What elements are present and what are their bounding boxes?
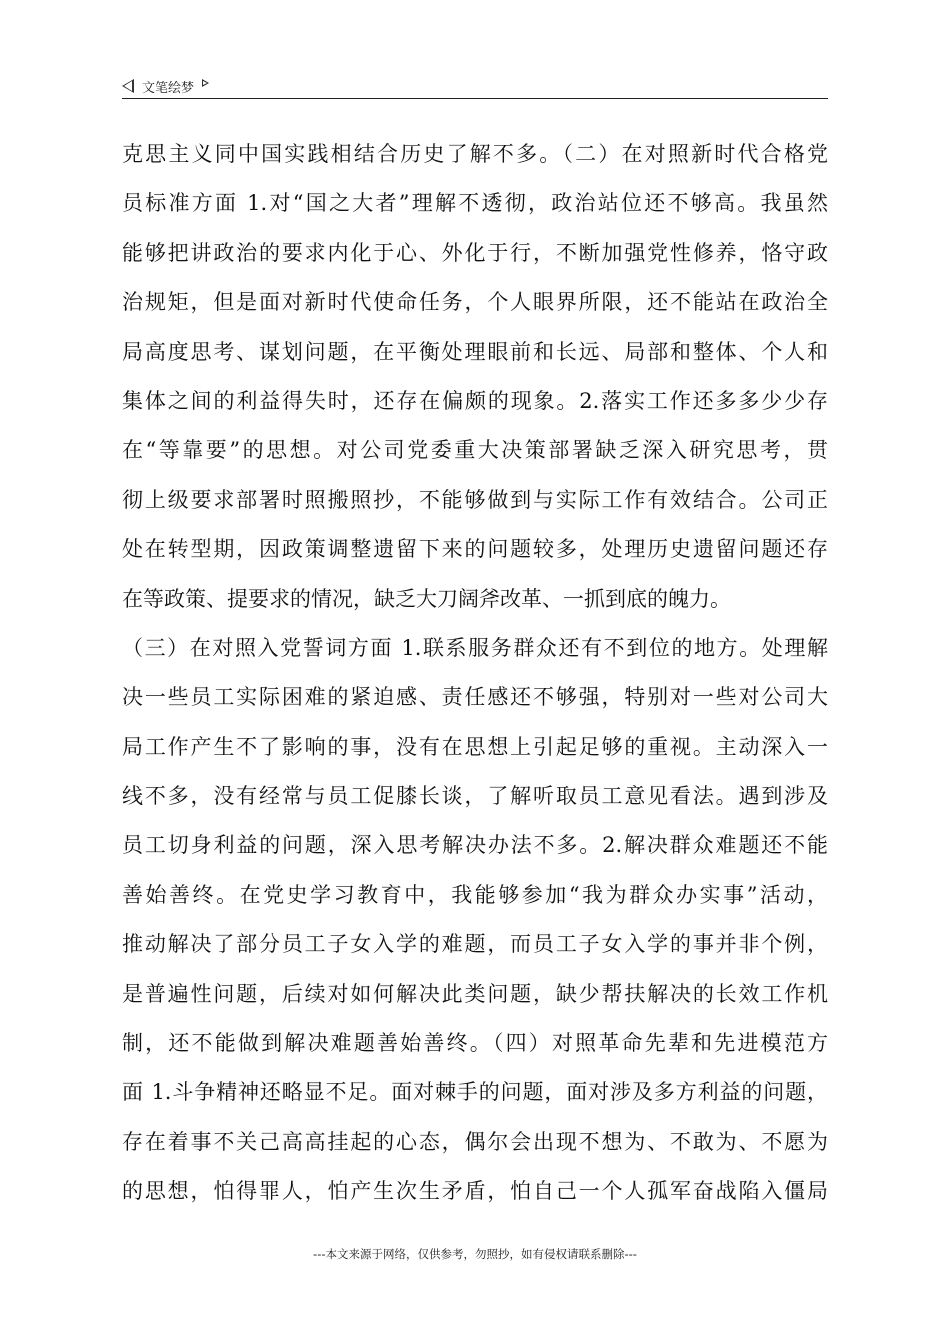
text-line: 克思主义同中国实践相结合历史了解不多。（二）在对照新时代合格党 <box>122 142 828 166</box>
text-line: 处在转型期，因政策调整遗留下来的问题较多，处理历史遗留问题还存 <box>122 537 828 562</box>
text-line: 员工切身利益的问题，深入思考解决办法不多。2.解决群众难题还不能 <box>122 833 828 858</box>
footer-disclaimer: ---本文来源于网络，仅供参考，勿照抄，如有侵权请联系删除--- <box>313 1247 637 1261</box>
text-line: 局高度思考、谋划问题，在平衡处理眼前和长远、局部和整体、个人和 <box>122 339 828 364</box>
page-header <box>122 74 828 99</box>
text-line: 治规矩，但是面对新时代使命任务，个人眼界所限，还不能站在政治全 <box>122 290 828 315</box>
text-line: 彻上级要求部署时照搬照抄，不能够做到与实际工作有效结合。公司正 <box>122 487 828 512</box>
text-line: 善始善终。在党史学习教育中，我能够参加“我为群众办实事”活动， <box>122 882 828 907</box>
header-title: 文笔绘梦 <box>142 80 195 96</box>
triangle-left-icon <box>122 79 134 93</box>
text-line: 能够把讲政治的要求内化于心、外化于行，不断加强党性修养，恪守政 <box>122 240 828 265</box>
text-line: 制，还不能做到解决难题善始善终。（四）对照革命先辈和先进模范方 <box>122 1031 828 1056</box>
text-line: 局工作产生不了影响的事，没有在思想上引起足够的重视。主动深入一 <box>122 734 828 759</box>
text-line: 是普遍性问题，后续对如何解决此类问题，缺少帮扶解决的长效工作机 <box>122 981 828 1006</box>
text-line: （三）在对照入党誓词方面 1.联系服务群众还有不到位的地方。处理解 <box>122 635 828 660</box>
triangle-right-icon <box>202 79 209 87</box>
text-line: 集体之间的利益得失时，还存在偏颇的现象。2.落实工作还多多少少存 <box>122 388 828 413</box>
document-body <box>122 130 828 1217</box>
text-line: 在等政策、提要求的情况，缺乏大刀阔斧改革、一抓到底的魄力。 <box>122 586 731 611</box>
text-line: 决一些员工实际困难的紧迫感、责任感还不够强，特别对一些对公司大 <box>122 685 828 710</box>
text-line: 推动解决了部分员工子女入学的难题，而员工子女入学的事并非个例， <box>122 932 828 957</box>
text-line: 员标准方面 1.对“国之大者”理解不透彻，政治站位还不够高。我虽然 <box>122 191 828 216</box>
text-line: 存在着事不关己高高挂起的心态，偶尔会出现不想为、不敢为、不愿为 <box>122 1129 828 1154</box>
text-line: 的思想，怕得罪人，怕产生次生矛盾，怕自己一个人孤军奋战陷入僵局 <box>122 1179 828 1204</box>
text-line: 线不多，没有经常与员工促膝长谈，了解听取员工意见看法。遇到涉及 <box>122 784 828 809</box>
text-line: 在“等靠要”的思想。对公司党委重大决策部署缺乏深入研究思考，贯 <box>122 438 828 463</box>
text-line: 面 1.斗争精神还略显不足。面对棘手的问题，面对涉及多方利益的问题， <box>122 1080 828 1105</box>
